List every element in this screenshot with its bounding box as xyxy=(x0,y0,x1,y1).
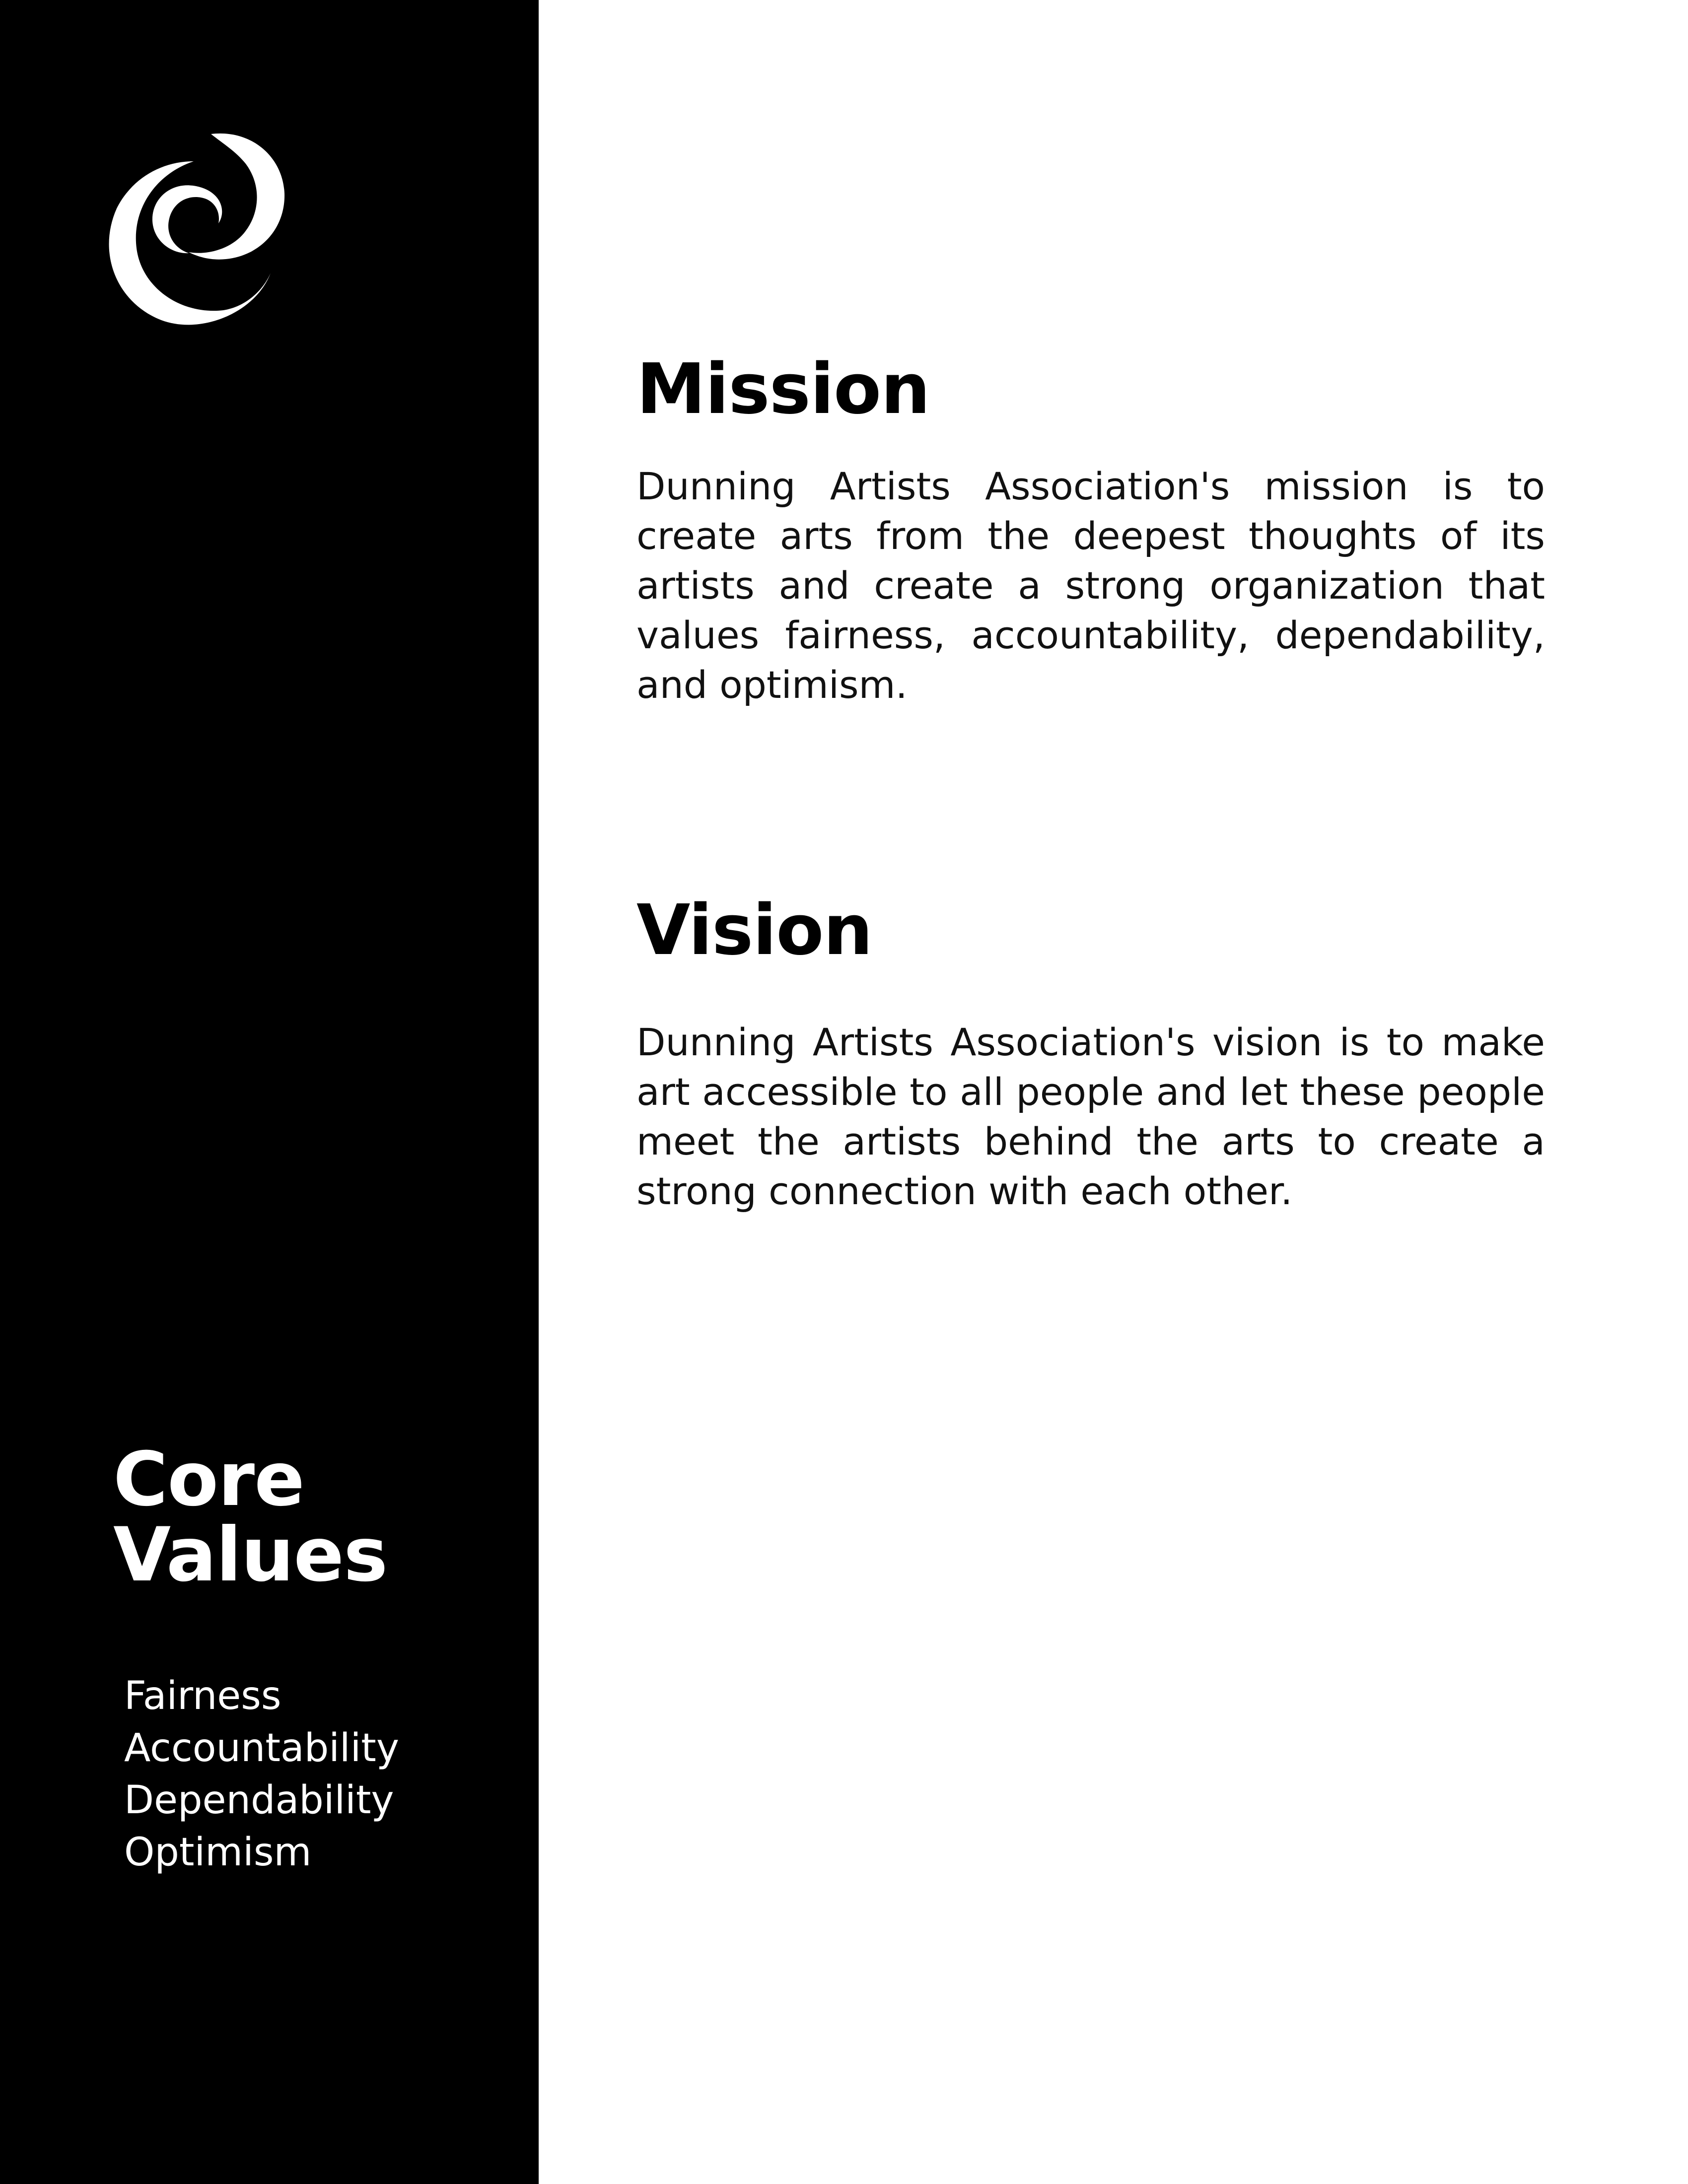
core-value-item: Optimism xyxy=(124,1830,312,1875)
core-values-heading-line1: Core xyxy=(113,1436,304,1523)
vision-heading: Vision xyxy=(636,890,873,971)
swirl-logo-icon xyxy=(97,129,300,342)
core-value-item: Fairness xyxy=(124,1674,281,1718)
core-value-item: Accountability xyxy=(124,1726,399,1771)
vision-body: Dunning Artists Association's vision is to make art accessible to all people and let these people meet the artists behind the arts to create a strong connection with each other. xyxy=(636,1020,1545,1213)
sidebar-panel xyxy=(0,0,539,2184)
core-value-item: Dependability xyxy=(124,1778,394,1823)
vision-section xyxy=(636,888,1545,1216)
core-values-heading-line2: Values xyxy=(113,1512,388,1598)
mission-section xyxy=(636,347,1545,710)
mission-body: Dunning Artists Association's mission is to create arts from the deepest thoughts of its artists and create a strong organization that values fairness, accountability, dependability, and optimism. xyxy=(636,464,1545,707)
core-values-list xyxy=(124,1670,399,1879)
mission-heading: Mission xyxy=(636,349,930,430)
core-values-heading xyxy=(113,1436,388,1598)
